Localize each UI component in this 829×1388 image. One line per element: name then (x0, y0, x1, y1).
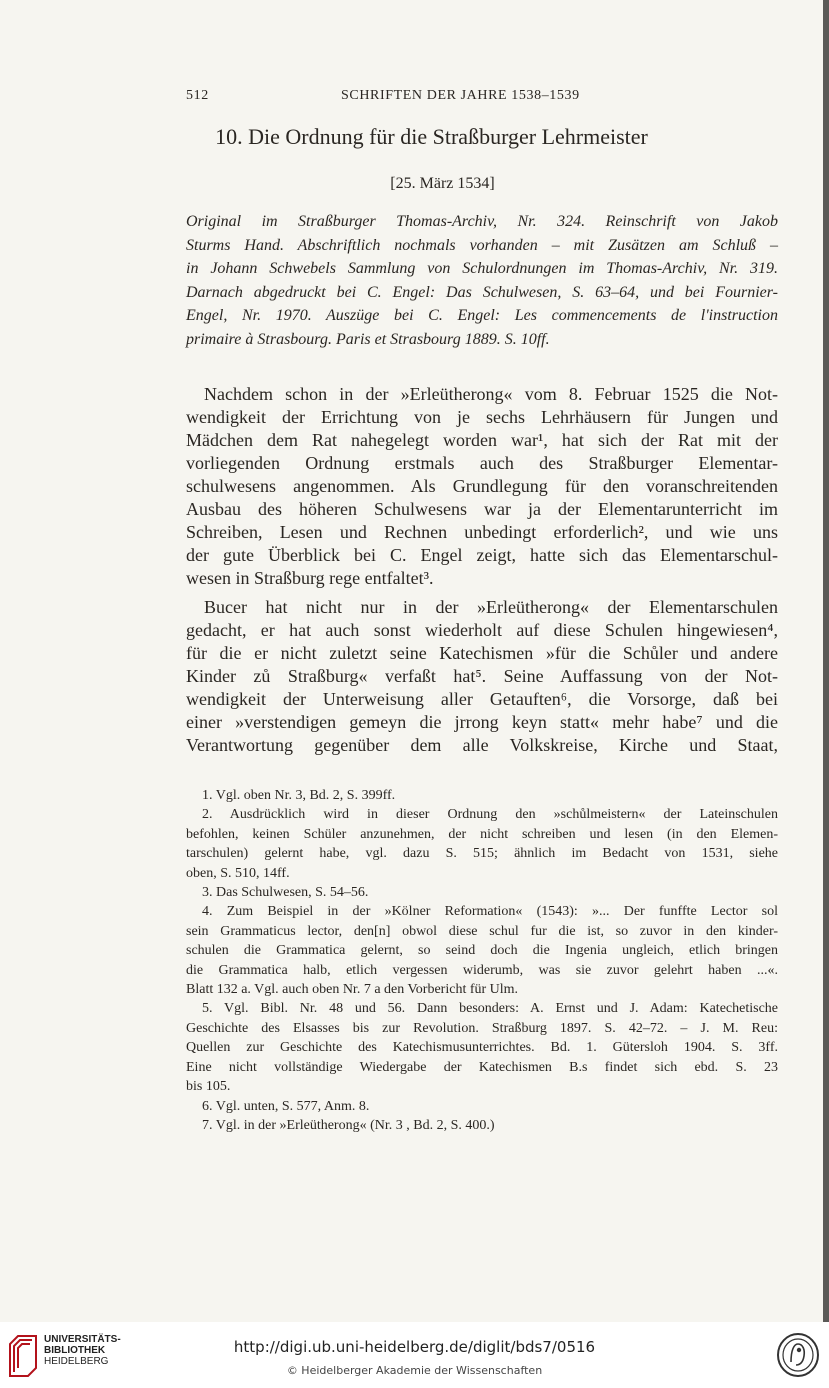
text-line: wendigkeit der Unterweisung aller Getauften⁶, die Vorsorge, daß bei (186, 689, 778, 709)
text-line: einer »verstendigen gemeyn die jrrong keyn statt« mehr habe⁷ und die (186, 712, 778, 732)
source-line: Engel, Nr. 1970. Auszüge bei C. Engel: Les commencements de l'instruction (186, 307, 778, 324)
text-line: der gute Überblick bei C. Engel zeigt, hatte sich das Elementarschul- (186, 545, 778, 565)
source-line: Original im Straßburger Thomas-Archiv, Nr. 324. Reinschrift von Jakob (186, 213, 778, 230)
footnote-line: schulen die Grammatica gelernt, so seind doch die Ingenia ungleich, etlich bringen (186, 943, 778, 959)
text-line: Schreiben, Lesen und Rechnen unbedingt erforderlich², und wie uns (186, 522, 778, 542)
footnote-line: bis 105. (186, 1079, 231, 1095)
source-note (186, 210, 778, 351)
footnote-line: 4. Zum Beispiel in der »Kölner Reformation« (1543): »... Der funffte Lector sol (202, 904, 778, 920)
text-line: Nachdem schon in der »Erleütherong« vom 8. Februar 1525 die Not- (204, 384, 778, 404)
library-line: UNIVERSITÄTS- (44, 1334, 121, 1345)
paragraph-2 (186, 596, 778, 757)
footnote-line: 5. Vgl. Bibl. Nr. 48 und 56. Dann besonders: A. Ernst und J. Adam: Katechetische (202, 1001, 778, 1017)
footnote-line: 7. Vgl. in der »Erleütherong« (Nr. 3 , Bd. 2, S. 400.) (202, 1117, 495, 1133)
library-line: HEIDELBERG (44, 1356, 109, 1367)
footnote-line: oben, S. 510, 14ff. (186, 865, 290, 881)
page-edge (823, 0, 829, 1322)
footnote-line: 6. Vgl. unten, S. 577, Anm. 8. (202, 1098, 370, 1114)
text-line: Ausbau des höheren Schulwesens war ja der Elementarunterricht im (186, 499, 778, 519)
text-line: vorliegenden Ordnung erstmals auch des Straßburger Elementar- (186, 453, 778, 473)
text-line: Bucer hat nicht nur in der »Erleütherong« der Elementarschulen (204, 597, 778, 617)
text-line: für die er nicht zuletzt seine Katechismen »für die Schůler und andere (186, 643, 778, 663)
footnote-line: 3. Das Schulwesen, S. 54–56. (202, 885, 369, 901)
source-line: in Johann Schwebels Sammlung von Schulordnungen im Thomas-Archiv, Nr. 319. (186, 260, 778, 277)
footnote-line: tarschulen) gelernt habe, vgl. dazu S. 515; ähnlich im Bedacht von 1531, siehe (186, 846, 778, 862)
footnote-line: Blatt 132 a. Vgl. auch oben Nr. 7 a den Vorbericht für Ulm. (186, 982, 519, 998)
footnote-line: die Grammatica halb, etlich vergessen widerumb, was sie zuvor gelehrt haben ...«. (186, 962, 778, 978)
running-title: SCHRIFTEN DER JAHRE 1538–1539 (341, 88, 580, 103)
source-line: Darnach abgedruckt bei C. Engel: Das Schulwesen, S. 63–64, und bei Fournier- (186, 283, 778, 301)
permalink[interactable]: http://digi.ub.uni-heidelberg.de/diglit/bds7/0516 (233, 1338, 596, 1356)
copyright: © Heidelberger Akademie der Wissenschaften (286, 1364, 543, 1377)
text-line: wesen in Straßburg rege entfaltet³. (186, 568, 434, 588)
text-line: gedacht, er hat auch sonst wiederholt auf diese Schulen hingewiesen⁴, (186, 620, 778, 640)
paragraph-1 (186, 383, 778, 590)
academy-seal-icon (776, 1332, 820, 1378)
text-line: Mädchen dem Rat nahegelegt worden war¹, hat sich der Rat mit der (186, 430, 778, 450)
running-header (186, 88, 778, 108)
text-line: wendigkeit der Errichtung von je sechs Lehrhäusern für Jungen und (186, 407, 778, 427)
footnote-line: Geschichte des Elsasses bis zur Revolution. Straßburg 1897. S. 42–72. – J. M. Reu: (186, 1020, 778, 1036)
viewer-footer (0, 1322, 829, 1388)
footnote-line: 1. Vgl. oben Nr. 3, Bd. 2, S. 399ff. (202, 788, 396, 803)
page-number: 512 (186, 88, 209, 103)
library-line: BIBLIOTHEK (44, 1345, 106, 1356)
source-line: primaire à Strasbourg. Paris et Strasbourg 1889. S. 10ff. (186, 330, 550, 348)
footnotes (186, 786, 778, 1135)
document-title: 10. Die Ordnung für die Straßburger Lehrmeister (215, 124, 648, 149)
document-date: [25. März 1534] (390, 175, 495, 192)
footnote-line: sein Grammaticus lector, den[n] obwol diese schul fur die ist, so zuvor in den kinder- (186, 923, 778, 939)
text-line: Verantwortung gegenüber dem alle Volkskreise, Kirche und Staat, (186, 735, 778, 755)
source-line: Sturms Hand. Abschriftlich nochmals vorhanden – mit Zusätzen am Schluß – (186, 236, 778, 254)
text-line: Kinder zů Straßburg« verfaßt hat⁵. Seine Auffassung von der Not- (186, 666, 778, 686)
footnote-line: 2. Ausdrücklich wird in dieser Ordnung den »schůlmeistern« der Lateinschulen (202, 807, 778, 823)
footnote-line: befohlen, keinen Schüler anzunehmen, der nicht schreiben und lesen (in den Elemen- (186, 826, 778, 842)
footnote-line: Quellen zur Geschichte des Katechismusunterrichtes. Bd. 1. Gütersloh 1904. S. 3ff. (186, 1040, 778, 1056)
text-line: schulwesens angenommen. Als Grundlegung für den voranschreitenden (186, 476, 778, 496)
footnote-line: Eine nicht vollständige Wiedergabe der Katechismen B.s findet sich ebd. S. 23 (186, 1059, 778, 1075)
